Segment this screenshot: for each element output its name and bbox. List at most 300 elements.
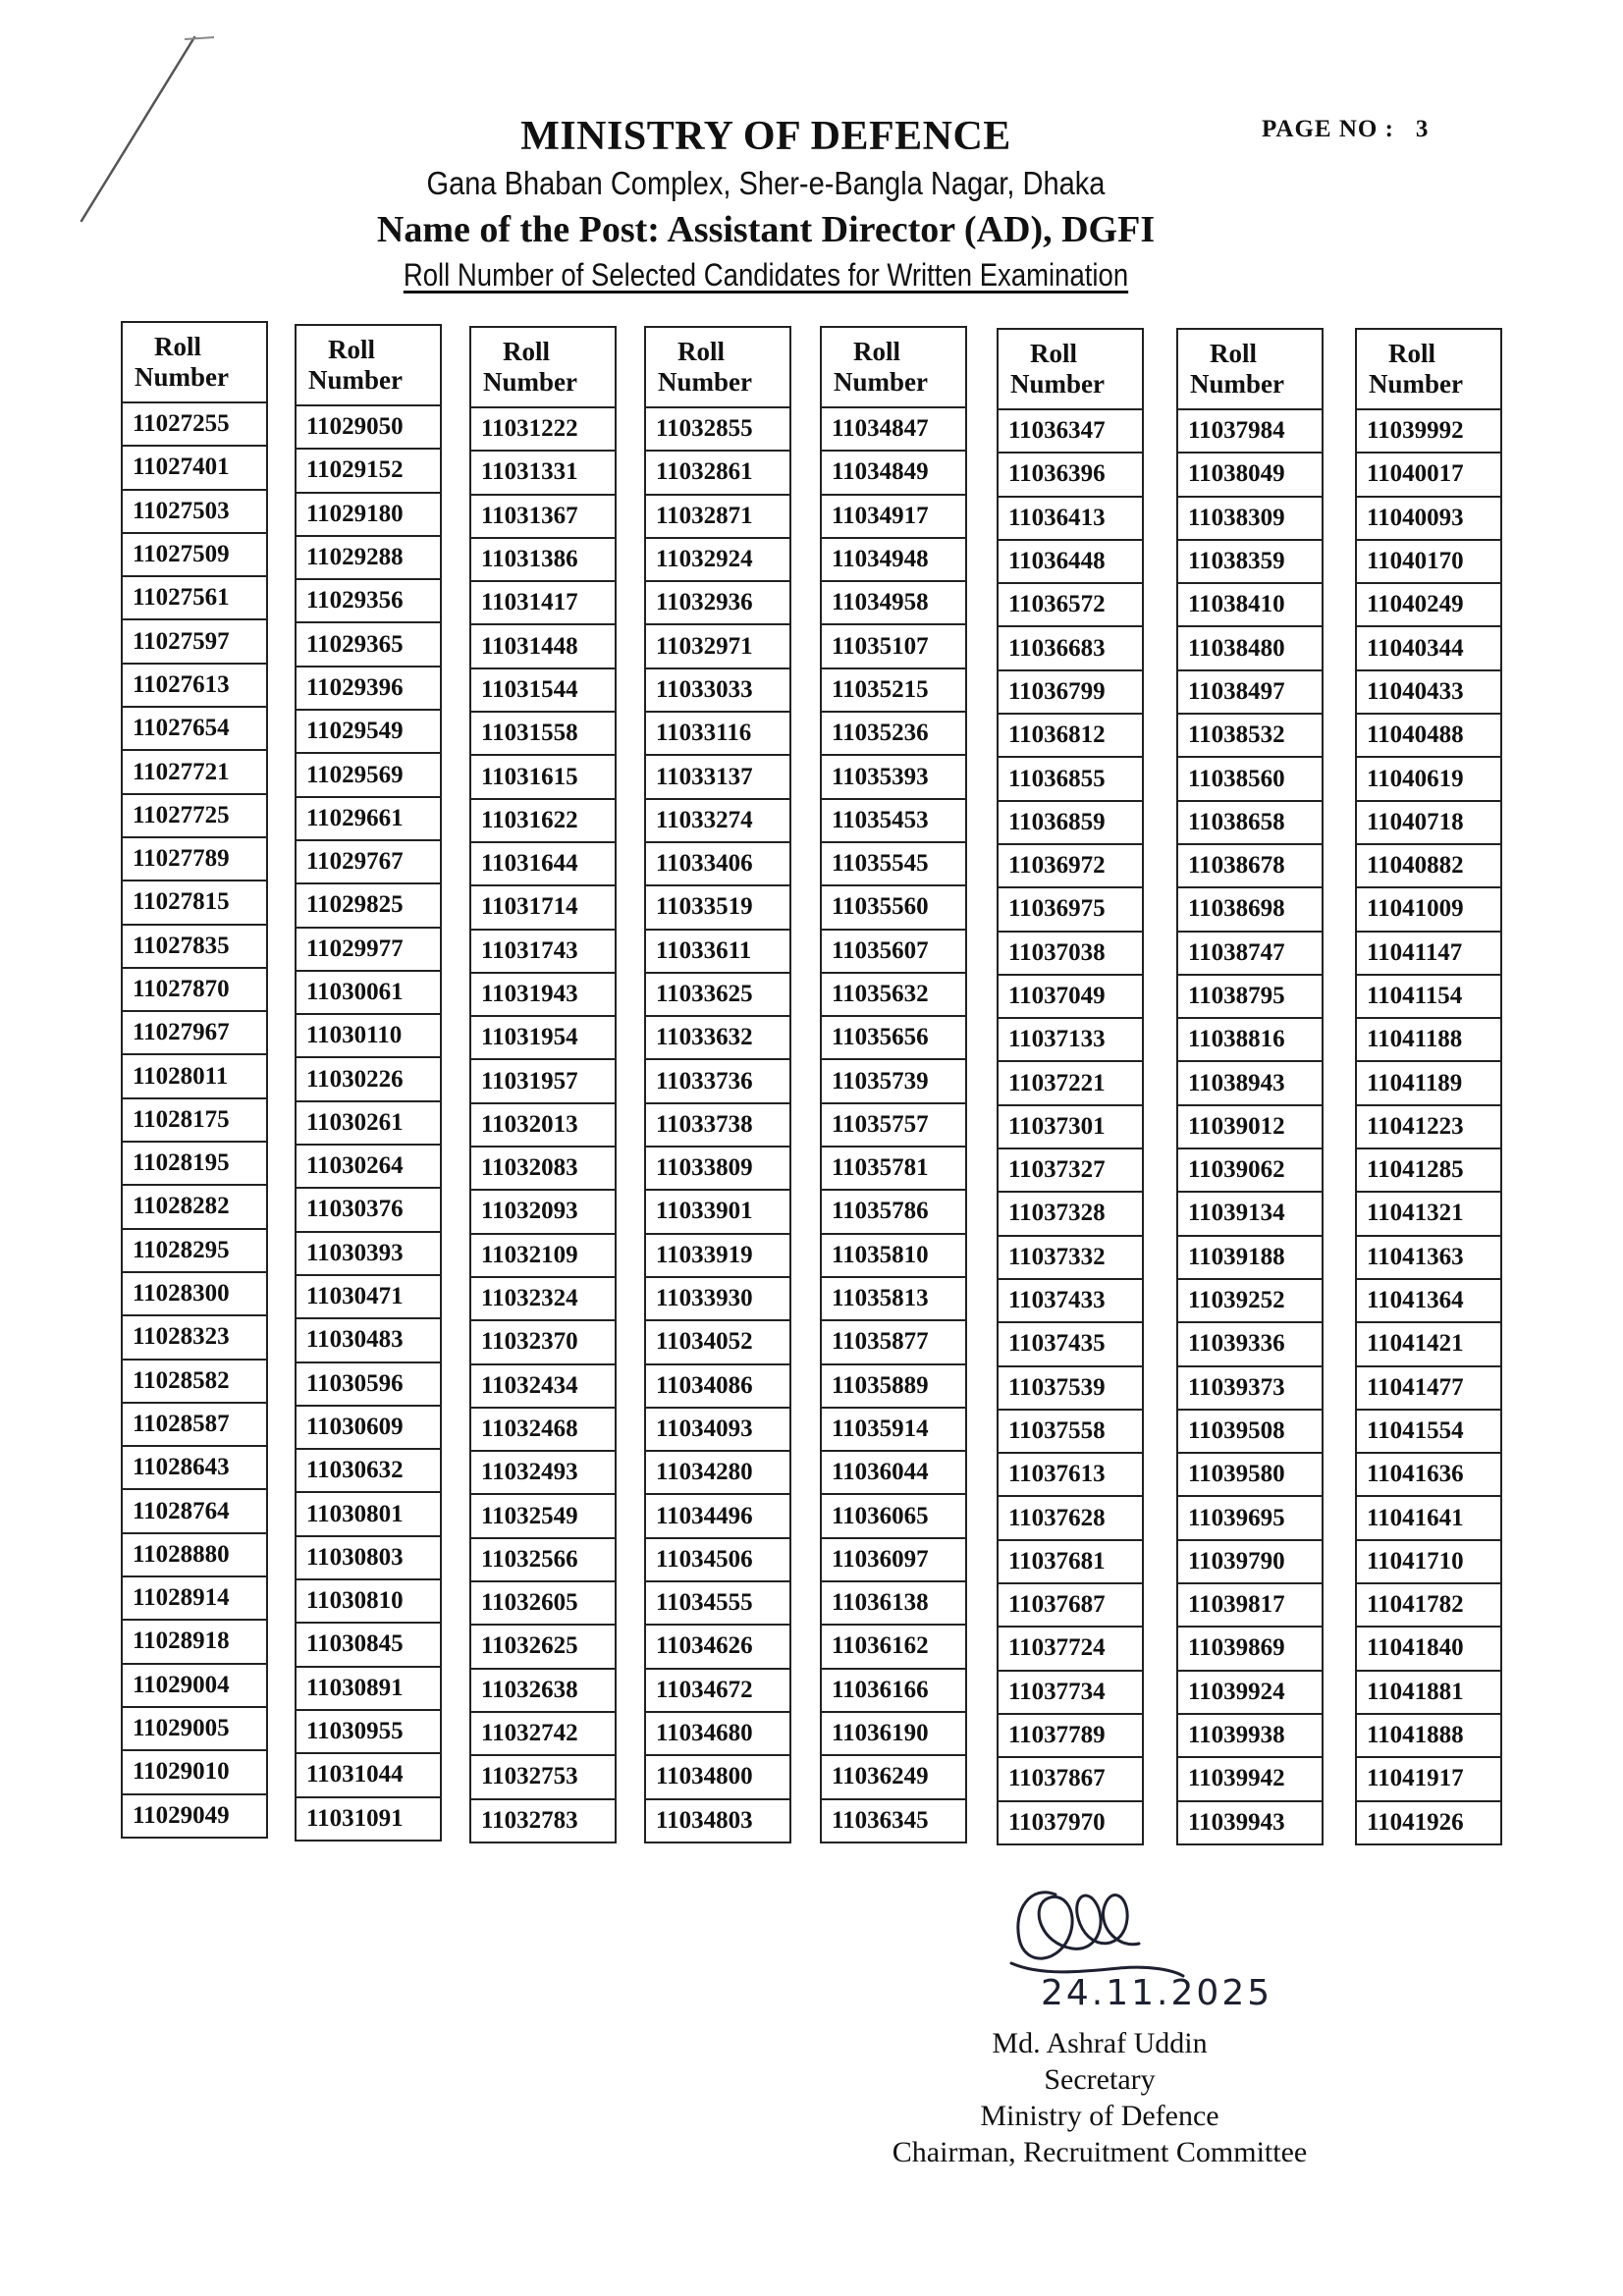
roll-number-cell: 11041636 [1357, 1454, 1500, 1497]
roll-number-cell: 11032605 [471, 1582, 615, 1626]
roll-number-cell: 11041477 [1357, 1367, 1500, 1411]
roll-number-cell: 11037970 [999, 1802, 1142, 1845]
roll-number-cell: 11036044 [822, 1452, 965, 1495]
signer-organization: Ministry of Defence [980, 2100, 1219, 2132]
roll-number-cell: 11034555 [646, 1582, 789, 1626]
roll-number-cell: 11038560 [1178, 758, 1322, 801]
signer-role: Chairman, Recruitment Committee [892, 2136, 1308, 2168]
roll-number-cell: 11028643 [123, 1447, 266, 1490]
roll-number-cell: 11028295 [123, 1230, 266, 1273]
roll-number-cell: 11037789 [999, 1715, 1142, 1758]
roll-number-cell: 11039188 [1178, 1237, 1322, 1280]
roll-number-cell: 11027721 [123, 751, 266, 794]
roll-number-cell: 11036097 [822, 1539, 965, 1582]
roll-number-cell: 11036799 [999, 671, 1142, 715]
roll-number-cell: 11040249 [1357, 584, 1500, 627]
roll-number-cell: 11034672 [646, 1670, 789, 1713]
roll-number-cell: 11039134 [1178, 1193, 1322, 1236]
signer-details [844, 2025, 1355, 2170]
roll-number-cell: 11040718 [1357, 802, 1500, 845]
roll-number-cell: 11034093 [646, 1409, 789, 1452]
column-header-line1: Roll [1388, 339, 1436, 368]
roll-number-cell: 11038532 [1178, 715, 1322, 758]
roll-number-cell: 11041641 [1357, 1497, 1500, 1540]
roll-number-cell: 11040882 [1357, 845, 1500, 888]
roll-number-cell: 11036347 [999, 410, 1142, 454]
roll-number-cell: 11038410 [1178, 584, 1322, 627]
column-header-line1: Roll [503, 337, 551, 366]
roll-number-cell: 11033274 [646, 800, 789, 843]
roll-number-cell: 11037613 [999, 1454, 1142, 1497]
roll-number-cell: 11035545 [822, 843, 965, 886]
roll-number-cell: 11037221 [999, 1062, 1142, 1105]
roll-number-cell: 11033625 [646, 974, 789, 1017]
roll-column-3 [469, 326, 617, 1843]
roll-number-cell: 11029396 [297, 667, 440, 711]
signature-date: 24.11.2025 [1041, 1973, 1273, 2013]
column-header [297, 326, 440, 406]
roll-number-cell: 11036249 [822, 1756, 965, 1799]
roll-number-cell: 11032855 [646, 408, 789, 452]
roll-number-cell: 11030393 [297, 1233, 440, 1276]
column-header [123, 323, 266, 403]
roll-number-cell: 11033137 [646, 756, 789, 799]
column-header-line1: Roll [154, 332, 202, 361]
roll-number-cell: 11039992 [1357, 410, 1500, 454]
roll-number-cell: 11031448 [471, 625, 615, 668]
roll-number-cell: 11035393 [822, 756, 965, 799]
column-header-line1: Roll [328, 335, 376, 364]
roll-number-cell: 11038816 [1178, 1019, 1322, 1062]
roll-number-cell: 11040433 [1357, 671, 1500, 715]
roll-number-cell: 11029049 [123, 1795, 266, 1839]
roll-number-cell: 11039252 [1178, 1280, 1322, 1323]
roll-number-cell: 11034626 [646, 1626, 789, 1669]
roll-number-cell: 11036572 [999, 584, 1142, 627]
roll-number-cell: 11029004 [123, 1665, 266, 1708]
roll-column-7 [1176, 328, 1324, 1845]
roll-number-cell: 11033033 [646, 669, 789, 713]
roll-column-4 [644, 326, 791, 1843]
roll-number-cell: 11041189 [1357, 1062, 1500, 1105]
roll-number-cell: 11037628 [999, 1497, 1142, 1540]
roll-number-cell: 11033519 [646, 886, 789, 930]
roll-column-5 [820, 326, 967, 1843]
roll-number-cell: 11030891 [297, 1668, 440, 1711]
roll-number-cell: 11027509 [123, 534, 266, 577]
roll-number-cell: 11036975 [999, 888, 1142, 932]
roll-number-cell: 11035889 [822, 1365, 965, 1409]
column-header [999, 330, 1142, 410]
roll-number-cell: 11041223 [1357, 1106, 1500, 1149]
roll-number-cell: 11039938 [1178, 1715, 1322, 1758]
roll-number-cell: 11035607 [822, 931, 965, 974]
roll-number-cell: 11038795 [1178, 976, 1322, 1019]
page-number-value: 3 [1415, 116, 1430, 142]
roll-number-cell: 11030609 [297, 1407, 440, 1450]
document-subtitle [107, 257, 1425, 294]
roll-number-cell: 11031044 [297, 1754, 440, 1797]
roll-number-cell: 11029825 [297, 884, 440, 928]
roll-number-cell: 11041321 [1357, 1193, 1500, 1236]
roll-number-cell: 11037558 [999, 1411, 1142, 1454]
column-header-line2: Number [308, 365, 403, 395]
roll-number-cell: 11034680 [646, 1713, 789, 1756]
roll-number-cell: 11041840 [1357, 1628, 1500, 1671]
roll-number-cell: 11027503 [123, 491, 266, 534]
column-header-line2: Number [834, 367, 928, 397]
roll-number-cell: 11037984 [1178, 410, 1322, 454]
roll-number-cell: 11030471 [297, 1276, 440, 1319]
roll-number-cell: 11041285 [1357, 1149, 1500, 1193]
roll-number-cell: 11031091 [297, 1798, 440, 1842]
roll-number-cell: 11032566 [471, 1539, 615, 1582]
roll-number-cell: 11041554 [1357, 1411, 1500, 1454]
roll-number-cell: 11030803 [297, 1537, 440, 1580]
roll-number-cell: 11028914 [123, 1577, 266, 1621]
roll-number-cell: 11031622 [471, 800, 615, 843]
roll-number-cell: 11041363 [1357, 1237, 1500, 1280]
roll-number-cell: 11038943 [1178, 1062, 1322, 1105]
roll-number-cell: 11027870 [123, 969, 266, 1012]
roll-number-cell: 11039943 [1178, 1802, 1322, 1845]
roll-number-cell: 11036065 [822, 1495, 965, 1538]
roll-number-cell: 11041009 [1357, 888, 1500, 932]
roll-number-cell: 11039817 [1178, 1584, 1322, 1628]
roll-number-cell: 11036972 [999, 845, 1142, 888]
roll-number-cell: 11030226 [297, 1058, 440, 1101]
roll-number-cell: 11027597 [123, 620, 266, 664]
roll-number-cell: 11034849 [822, 452, 965, 495]
roll-number-cell: 11028282 [123, 1186, 266, 1229]
roll-number-cell: 11039336 [1178, 1323, 1322, 1366]
roll-number-cell: 11030376 [297, 1189, 440, 1232]
column-header-line2: Number [1369, 369, 1463, 399]
roll-number-cell: 11036413 [999, 498, 1142, 541]
roll-number-cell: 11039062 [1178, 1149, 1322, 1193]
roll-number-cell: 11032753 [471, 1756, 615, 1799]
column-header-line2: Number [1190, 369, 1284, 399]
roll-number-cell: 11037038 [999, 933, 1142, 976]
roll-number-cell: 11038658 [1178, 802, 1322, 845]
roll-number-cell: 11029365 [297, 623, 440, 667]
column-header-line1: Roll [1030, 339, 1078, 368]
roll-number-cell: 11032871 [646, 496, 789, 539]
roll-number-cell: 11036138 [822, 1582, 965, 1626]
roll-number-cell: 11029180 [297, 494, 440, 537]
roll-number-cell: 11027255 [123, 403, 266, 447]
roll-number-cell: 11029661 [297, 798, 440, 841]
roll-number-cell: 11037687 [999, 1584, 1142, 1628]
roll-number-cell: 11035560 [822, 886, 965, 930]
roll-number-cell: 11030845 [297, 1624, 440, 1667]
column-header [1178, 330, 1322, 410]
column-header-line1: Roll [853, 337, 901, 366]
roll-number-cell: 11039942 [1178, 1758, 1322, 1801]
roll-number-cell: 11029549 [297, 711, 440, 754]
subtitle-text: Roll Number of Selected Candidates for Written Examination [403, 257, 1129, 293]
roll-number-cell: 11027789 [123, 838, 266, 881]
roll-number-cell: 11027725 [123, 795, 266, 838]
roll-number-cell: 11033736 [646, 1060, 789, 1103]
roll-number-cell: 11035215 [822, 669, 965, 713]
roll-number-cell: 11027561 [123, 577, 266, 620]
ministry-address: Gana Bhaban Complex, Sher-e-Bangla Nagar, Dhaka [426, 165, 1106, 201]
roll-number-cell: 11028582 [123, 1361, 266, 1404]
roll-number-cell: 11041917 [1357, 1758, 1500, 1801]
roll-number-cell: 11035781 [822, 1148, 965, 1191]
roll-number-cell: 11032861 [646, 452, 789, 495]
roll-number-cell: 11028195 [123, 1143, 266, 1186]
roll-number-cell: 11031957 [471, 1060, 615, 1103]
roll-number-cell: 11031743 [471, 931, 615, 974]
roll-number-cell: 11033919 [646, 1235, 789, 1278]
roll-number-cell: 11028880 [123, 1534, 266, 1577]
roll-number-cell: 11032013 [471, 1104, 615, 1148]
roll-number-cell: 11039373 [1178, 1367, 1322, 1411]
roll-number-cell: 11028175 [123, 1099, 266, 1143]
roll-number-cell: 11041926 [1357, 1802, 1500, 1845]
roll-number-cell: 11035877 [822, 1321, 965, 1364]
roll-number-cell: 11027654 [123, 708, 266, 751]
roll-number-cell: 11041154 [1357, 976, 1500, 1019]
roll-number-cell: 11036162 [822, 1626, 965, 1669]
roll-number-cell: 11039924 [1178, 1672, 1322, 1715]
roll-number-cell: 11036812 [999, 715, 1142, 758]
roll-number-cell: 11032924 [646, 539, 789, 582]
roll-number-cell: 11036345 [822, 1800, 965, 1843]
ministry-title: MINISTRY OF DEFENCE [520, 114, 1011, 159]
roll-number-cell: 11031558 [471, 713, 615, 756]
column-header-line2: Number [658, 367, 752, 397]
roll-number-cell: 11039580 [1178, 1454, 1322, 1497]
roll-number-cell: 11037539 [999, 1367, 1142, 1411]
roll-number-cell: 11028300 [123, 1273, 266, 1316]
roll-number-cell: 11032971 [646, 625, 789, 668]
roll-number-cell: 11041782 [1357, 1584, 1500, 1628]
roll-number-cell: 11038480 [1178, 627, 1322, 670]
roll-number-cell: 11037301 [999, 1106, 1142, 1149]
roll-number-cell: 11031644 [471, 843, 615, 886]
roll-number-cell: 11029356 [297, 580, 440, 623]
roll-column-8 [1355, 328, 1502, 1845]
roll-number-cell: 11030596 [297, 1363, 440, 1407]
roll-number-cell: 11031954 [471, 1017, 615, 1060]
roll-number-cell: 11031367 [471, 496, 615, 539]
roll-number-cell: 11032434 [471, 1365, 615, 1409]
roll-number-cell: 11039869 [1178, 1628, 1322, 1671]
roll-number-cell: 11038049 [1178, 454, 1322, 497]
roll-column-6 [997, 328, 1144, 1845]
roll-number-cell: 11039012 [1178, 1106, 1322, 1149]
roll-number-cell: 11032625 [471, 1626, 615, 1669]
roll-column-2 [295, 324, 442, 1842]
roll-number-cell: 11028011 [123, 1055, 266, 1098]
roll-number-cell: 11041147 [1357, 933, 1500, 976]
roll-number-cell: 11032936 [646, 582, 789, 625]
roll-number-cell: 11033738 [646, 1104, 789, 1148]
roll-column-1 [121, 321, 268, 1839]
roll-number-cell: 11032370 [471, 1321, 615, 1364]
roll-number-cell: 11032549 [471, 1495, 615, 1538]
roll-number-cell: 11035656 [822, 1017, 965, 1060]
column-header-line2: Number [1010, 369, 1105, 399]
roll-number-cell: 11037332 [999, 1237, 1142, 1280]
roll-number-cell: 11040488 [1357, 715, 1500, 758]
roll-number-cell: 11037328 [999, 1193, 1142, 1236]
roll-number-cell: 11038497 [1178, 671, 1322, 715]
column-header [471, 328, 615, 408]
roll-number-cell: 11039508 [1178, 1411, 1322, 1454]
roll-number-cell: 11034803 [646, 1800, 789, 1843]
roll-number-cell: 11036683 [999, 627, 1142, 670]
roll-number-cell: 11038309 [1178, 498, 1322, 541]
roll-number-cell: 11040619 [1357, 758, 1500, 801]
column-header-line2: Number [483, 367, 577, 397]
roll-number-cell: 11029005 [123, 1708, 266, 1751]
roll-number-cell: 11036855 [999, 758, 1142, 801]
roll-number-cell: 11033632 [646, 1017, 789, 1060]
roll-number-cell: 11035453 [822, 800, 965, 843]
roll-number-cell: 11028918 [123, 1621, 266, 1664]
roll-number-cell: 11031331 [471, 452, 615, 495]
roll-number-cell: 11037133 [999, 1019, 1142, 1062]
roll-number-cell: 11035810 [822, 1235, 965, 1278]
roll-number-cell: 11035757 [822, 1104, 965, 1148]
column-header-line1: Roll [1210, 339, 1258, 368]
roll-number-cell: 11033901 [646, 1191, 789, 1234]
roll-number-cell: 11037867 [999, 1758, 1142, 1801]
roll-number-cell: 11037049 [999, 976, 1142, 1019]
roll-number-cell: 11036448 [999, 541, 1142, 584]
roll-number-cell: 11028587 [123, 1404, 266, 1447]
roll-number-cell: 11034948 [822, 539, 965, 582]
roll-number-cell: 11034086 [646, 1365, 789, 1409]
roll-number-cell: 11030110 [297, 1015, 440, 1058]
roll-number-cell: 11037734 [999, 1672, 1142, 1715]
roll-number-cell: 11032093 [471, 1191, 615, 1234]
roll-number-cell: 11034917 [822, 496, 965, 539]
roll-number-cell: 11030632 [297, 1450, 440, 1493]
roll-number-cell: 11039790 [1178, 1541, 1322, 1584]
column-header-line2: Number [135, 362, 229, 392]
roll-number-cell: 11032493 [471, 1452, 615, 1495]
roll-number-cell: 11031222 [471, 408, 615, 452]
roll-number-cell: 11027815 [123, 881, 266, 925]
roll-number-cell: 11033116 [646, 713, 789, 756]
roll-number-cell: 11027401 [123, 447, 266, 490]
page-number-label: PAGE NO : [1262, 116, 1394, 142]
roll-number-cell: 11038747 [1178, 933, 1322, 976]
roll-number-cell: 11033809 [646, 1148, 789, 1191]
roll-number-cell: 11032324 [471, 1278, 615, 1321]
roll-number-cell: 11030061 [297, 972, 440, 1015]
roll-number-cell: 11031714 [471, 886, 615, 930]
roll-number-cell: 11036190 [822, 1713, 965, 1756]
roll-number-cell: 11029050 [297, 406, 440, 450]
post-name: Name of the Post: Assistant Director (AD), DGFI [376, 209, 1156, 250]
column-header [646, 328, 789, 408]
roll-number-cell: 11037724 [999, 1628, 1142, 1671]
roll-number-cell: 11035236 [822, 713, 965, 756]
roll-number-cell: 11038698 [1178, 888, 1322, 932]
roll-number-cell: 11035632 [822, 974, 965, 1017]
roll-number-cell: 11031544 [471, 669, 615, 713]
roll-number-cell: 11040344 [1357, 627, 1500, 670]
roll-number-cell: 11032468 [471, 1409, 615, 1452]
roll-number-cell: 11030264 [297, 1146, 440, 1189]
roll-number-cell: 11032083 [471, 1148, 615, 1191]
roll-number-cell: 11037327 [999, 1149, 1142, 1193]
roll-number-cell: 11034958 [822, 582, 965, 625]
roll-number-cell: 11033406 [646, 843, 789, 886]
roll-number-cell: 11033930 [646, 1278, 789, 1321]
signer-name: Md. Ashraf Uddin [992, 2027, 1208, 2059]
roll-number-cell: 11041188 [1357, 1019, 1500, 1062]
roll-number-cell: 11029767 [297, 841, 440, 884]
roll-number-cell: 11038678 [1178, 845, 1322, 888]
roll-number-cell: 11034052 [646, 1321, 789, 1364]
roll-number-cell: 11031615 [471, 756, 615, 799]
roll-number-cell: 11036166 [822, 1670, 965, 1713]
roll-number-cell: 11029288 [297, 537, 440, 580]
roll-number-cell: 11031943 [471, 974, 615, 1017]
roll-number-cell: 11029569 [297, 754, 440, 797]
roll-number-cell: 11030801 [297, 1493, 440, 1536]
roll-number-cell: 11031417 [471, 582, 615, 625]
column-header [822, 328, 965, 408]
roll-number-cell: 11028764 [123, 1490, 266, 1533]
column-header [1357, 330, 1500, 410]
roll-number-cell: 11029010 [123, 1751, 266, 1794]
roll-number-cell: 11035786 [822, 1191, 965, 1234]
roll-number-cell: 11037681 [999, 1541, 1142, 1584]
roll-number-cell: 11041710 [1357, 1541, 1500, 1584]
roll-number-cell: 11041888 [1357, 1715, 1500, 1758]
roll-number-cell: 11027835 [123, 926, 266, 969]
roll-number-cell: 11040170 [1357, 541, 1500, 584]
roll-number-cell: 11035739 [822, 1060, 965, 1103]
roll-number-cell: 11032638 [471, 1670, 615, 1713]
signer-title: Secretary [1044, 2063, 1156, 2096]
column-header-line1: Roll [677, 337, 726, 366]
roll-number-cell: 11041881 [1357, 1672, 1500, 1715]
roll-number-cell: 11035914 [822, 1409, 965, 1452]
roll-number-cell: 11035813 [822, 1278, 965, 1321]
roll-number-cell: 11034800 [646, 1756, 789, 1799]
roll-number-cell: 11030810 [297, 1580, 440, 1624]
roll-number-cell: 11034496 [646, 1495, 789, 1538]
roll-number-cell: 11038359 [1178, 541, 1322, 584]
roll-number-cell: 11033611 [646, 931, 789, 974]
roll-number-cell: 11027613 [123, 665, 266, 708]
roll-number-cell: 11030483 [297, 1319, 440, 1362]
roll-number-cell: 11037435 [999, 1323, 1142, 1366]
roll-number-cell: 11030261 [297, 1102, 440, 1146]
roll-number-cell: 11027967 [123, 1012, 266, 1055]
roll-number-cell: 11031386 [471, 539, 615, 582]
roll-number-cell: 11028323 [123, 1316, 266, 1360]
roll-number-cell: 11037433 [999, 1280, 1142, 1323]
roll-number-cell: 11029977 [297, 929, 440, 972]
roll-number-cell: 11040093 [1357, 498, 1500, 541]
roll-number-cell: 11034847 [822, 408, 965, 452]
roll-number-cell: 11041421 [1357, 1323, 1500, 1366]
roll-number-cell: 11029152 [297, 450, 440, 493]
roll-number-cell: 11034506 [646, 1539, 789, 1582]
roll-number-cell: 11041364 [1357, 1280, 1500, 1323]
roll-number-cell: 11035107 [822, 625, 965, 668]
